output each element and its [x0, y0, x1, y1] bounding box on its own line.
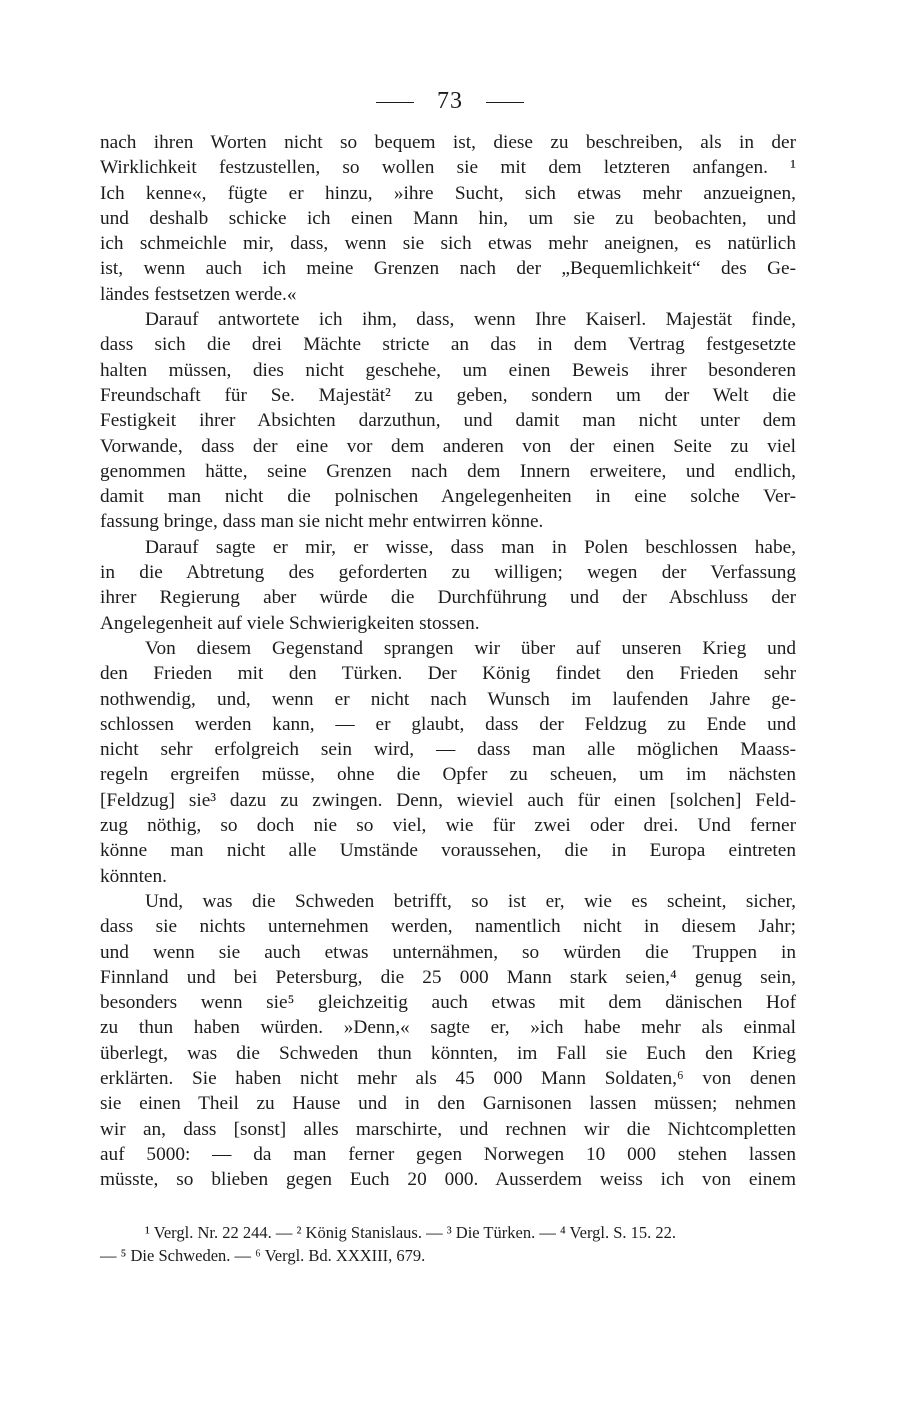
- text-line: [Feldzug] sie³ dazu zu zwingen. Denn, wieviel auch für einen [solchen] Feld-: [100, 789, 796, 811]
- text-line: Darauf sagte er mir, er wisse, dass man in Polen beschlossen habe,: [145, 536, 796, 558]
- footnotes: [100, 1221, 796, 1267]
- text-line: nach ihren Worten nicht so bequem ist, diese zu beschreiben, als in der: [100, 132, 796, 153]
- text-line: halten müssen, dies nicht geschehe, um einen Beweis ihrer besonderen: [100, 359, 796, 381]
- text-line: Darauf antwortete ich ihm, dass, wenn Ihre Kaiserl. Majestät finde,: [145, 309, 796, 331]
- text-line: überlegt, was die Schweden thun könnten, im Fall sie Euch den Krieg: [100, 1042, 796, 1064]
- header-left-rule: [376, 102, 414, 103]
- text-line: dass sich die drei Mächte stricte an das in dem Vertrag festgesetzte: [100, 334, 796, 356]
- text-line: Finnland und bei Petersburg, die 25 000 Mann stark seien,⁴ genug sein,: [100, 966, 796, 988]
- text-line: besonders wenn sie⁵ gleichzeitig auch etwas mit dem dänischen Hof: [100, 992, 796, 1014]
- text-line: Freundschaft für Se. Majestät² zu geben, sondern um der Welt die: [100, 384, 796, 406]
- text-line: Von diesem Gegenstand sprangen wir über auf unseren Krieg und: [145, 637, 796, 659]
- text-line: Vorwande, dass der eine vor dem anderen von der einen Seite zu viel: [100, 435, 796, 457]
- text-line: müsste, so blieben gegen Euch 20 000. Ausserdem weiss ich von einem: [100, 1169, 796, 1191]
- text-line: erklärten. Sie haben nicht mehr als 45 000 Mann Soldaten,⁶ von denen: [100, 1067, 796, 1089]
- text-line: schlossen werden kann, — er glaubt, dass der Feldzug zu Ende und: [100, 713, 796, 735]
- text-line: nicht sehr erfolgreich sein wird, — dass man alle möglichen Maass-: [100, 739, 796, 761]
- text-line: und deshalb schicke ich einen Mann hin, um sie zu beobachten, und: [100, 207, 796, 229]
- text-line: Wirklichkeit festzustellen, so wollen sie mit dem letzteren anfangen. ¹: [100, 157, 796, 179]
- text-line: damit man nicht die polnischen Angelegenheiten in eine solche Ver-: [100, 486, 796, 508]
- text-line: Und, was die Schweden betrifft, so ist er, wie es scheint, sicher,: [145, 890, 796, 912]
- text-line: in die Abtretung des geforderten zu willigen; wegen der Verfassung: [100, 562, 796, 584]
- text-line: wir an, dass [sonst] alles marschirte, und rechnen wir die Nichtcompletten: [100, 1118, 796, 1140]
- text-line: und wenn sie auch etwas unternähmen, so würden die Truppen in: [100, 941, 796, 963]
- text-line: zu thun haben würden. »Denn,« sagte er, »ich habe mehr als einmal: [100, 1017, 796, 1039]
- text-line: auf 5000: — da man ferner gegen Norwegen 10 000 stehen lassen: [100, 1143, 796, 1165]
- text-line: ihrer Regierung aber würde die Durchführung und der Abschluss der: [100, 587, 796, 609]
- page-number: 73: [437, 88, 463, 114]
- text-line: dass sie nichts unternehmen werden, namentlich nicht in diesem Jahr;: [100, 916, 796, 938]
- text-line: fassung bringe, dass man sie nicht mehr entwirren könne.: [100, 511, 544, 533]
- text-line: Ich kenne«, fügte er hinzu, »ihre Sucht, sich etwas mehr anzueignen,: [100, 182, 796, 204]
- footnote-line: — ⁵ Die Schweden. — ⁶ Vergl. Bd. XXXIII, 679.: [100, 1246, 426, 1265]
- text-line: den Frieden mit den Türken. Der König findet den Frieden sehr: [100, 663, 796, 685]
- text-line: genommen hätte, seine Grenzen nach dem Innern erweitere, und endlich,: [100, 460, 796, 482]
- page-header: [0, 88, 900, 115]
- body-text: [100, 130, 796, 1192]
- text-line: nothwendig, und, wenn er nicht nach Wunsch im laufenden Jahre ge-: [100, 688, 796, 710]
- text-line: könne man nicht alle Umstände voraussehen, die in Europa eintreten: [100, 840, 796, 862]
- text-line: ist, wenn auch ich meine Grenzen nach der „Bequemlichkeit“ des Ge-: [100, 258, 796, 280]
- header-right-rule: [486, 102, 524, 103]
- text-line: könnten.: [100, 865, 167, 887]
- text-line: ländes festsetzen werde.«: [100, 283, 297, 305]
- text-line: Angelegenheit auf viele Schwierigkeiten stossen.: [100, 612, 480, 634]
- footnote-line: ¹ Vergl. Nr. 22 244. — ² König Stanislaus. — ³ Die Türken. — ⁴ Vergl. S. 15. 22.: [145, 1223, 677, 1242]
- text-line: regeln ergreifen müsse, ohne die Opfer zu scheuen, um im nächsten: [100, 764, 796, 786]
- text-line: ich schmeichle mir, dass, wenn sie sich etwas mehr aneignen, es natürlich: [100, 233, 796, 255]
- text-line: zug nöthig, so doch nie so viel, wie für zwei oder drei. Und ferner: [100, 815, 796, 837]
- text-line: Festigkeit ihrer Absichten darzuthun, und damit man nicht unter dem: [100, 410, 796, 432]
- text-line: sie einen Theil zu Hause und in den Garnisonen lassen müssen; nehmen: [100, 1093, 796, 1115]
